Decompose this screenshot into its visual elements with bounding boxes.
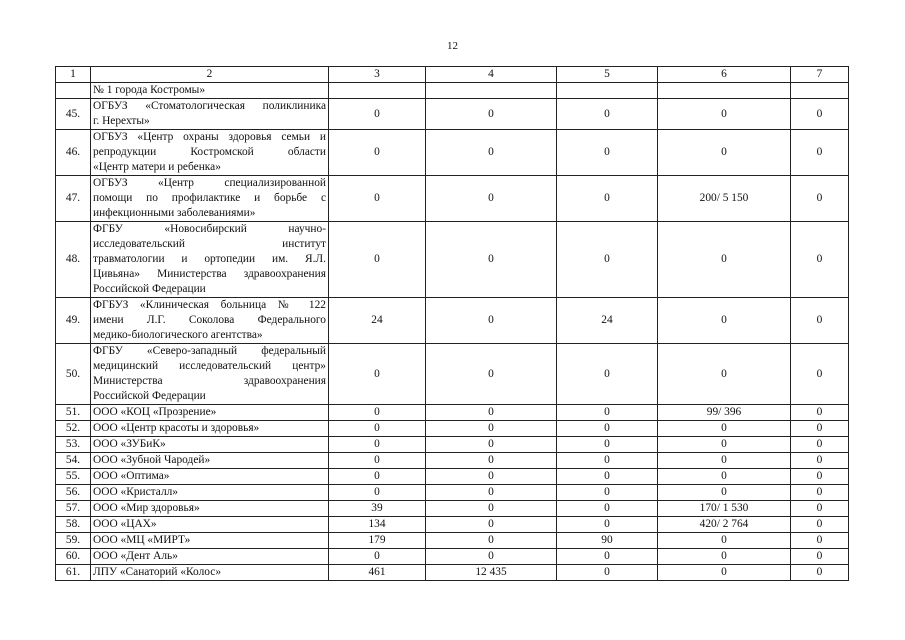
organization-line: ОГБУЗ «Центр охраны здоровья семьи и	[93, 131, 326, 143]
organization-line: ОГБУЗ «Центр специализированной	[93, 177, 326, 189]
value-cell: 0	[426, 222, 557, 298]
organization-line: травматологии и ортопедии им. Я.Л.	[93, 253, 326, 265]
value-cell	[329, 83, 426, 99]
value-cell: 90	[557, 533, 658, 549]
value-cell: 0	[557, 130, 658, 176]
table-row	[56, 565, 849, 581]
value-cell: 0	[426, 176, 557, 222]
value-cell: 0	[426, 501, 557, 517]
organization-line: ФГБУ «Новосибирский научно-	[93, 223, 326, 235]
organization-cell	[91, 533, 329, 549]
organization-line: ЛПУ «Санаторий «Колос»	[93, 566, 222, 578]
organization-line: ООО «Центр красоты и здоровья»	[93, 422, 260, 434]
organization-line: ООО «КОЦ «Прозрение»	[93, 406, 217, 418]
value-cell: 0	[329, 405, 426, 421]
organization-line: репродукции Костромской области	[93, 146, 326, 158]
organization-line: ООО «Дент Аль»	[93, 550, 178, 562]
value-cell: 0	[658, 344, 791, 405]
row-number-cell: 61.	[56, 565, 91, 581]
continuation-row	[56, 83, 849, 99]
organization-line: Цивьяна» Министерства здравоохранения	[93, 268, 326, 280]
value-cell: 0	[791, 533, 849, 549]
value-cell: 0	[426, 517, 557, 533]
value-cell: 0	[658, 485, 791, 501]
organization-line: Российской Федерации	[93, 283, 206, 295]
value-cell: 0	[791, 176, 849, 222]
value-cell: 0	[791, 130, 849, 176]
table-row	[56, 405, 849, 421]
header-cell: 6	[658, 67, 791, 83]
row-number-cell: 55.	[56, 469, 91, 485]
value-cell: 24	[329, 298, 426, 344]
organization-cell	[91, 222, 329, 298]
organization-cell	[91, 453, 329, 469]
value-cell: 0	[329, 453, 426, 469]
organization-cell	[91, 298, 329, 344]
value-cell: 0	[557, 176, 658, 222]
table-row	[56, 533, 849, 549]
value-cell: 0	[557, 99, 658, 130]
value-cell: 0	[791, 565, 849, 581]
value-cell: 0	[557, 453, 658, 469]
organization-cell	[91, 501, 329, 517]
organization-line: «Центр матери и ребенка»	[93, 161, 221, 173]
organization-line: имени Л.Г. Соколова Федерального	[93, 314, 326, 326]
value-cell: 0	[426, 421, 557, 437]
row-number-cell: 56.	[56, 485, 91, 501]
value-cell: 39	[329, 501, 426, 517]
organization-line: ООО «МЦ «МИРТ»	[93, 534, 191, 546]
value-cell: 0	[791, 99, 849, 130]
organization-line: Российской Федерации	[93, 390, 206, 402]
value-cell: 0	[329, 176, 426, 222]
value-cell: 0	[557, 549, 658, 565]
value-cell	[658, 83, 791, 99]
value-cell: 0	[329, 437, 426, 453]
value-cell	[426, 83, 557, 99]
value-cell: 0	[426, 405, 557, 421]
value-cell: 0	[658, 298, 791, 344]
value-cell: 0	[791, 421, 849, 437]
value-cell: 0	[658, 533, 791, 549]
value-cell: 0	[557, 405, 658, 421]
row-number-cell: 48.	[56, 222, 91, 298]
value-cell: 0	[557, 501, 658, 517]
row-number-cell: 47.	[56, 176, 91, 222]
header-cell: 2	[91, 67, 329, 83]
organization-line: г. Нерехты»	[93, 115, 150, 127]
value-cell: 0	[426, 437, 557, 453]
row-number-cell: 49.	[56, 298, 91, 344]
organization-line: ООО «ЗУБиК»	[93, 438, 166, 450]
organization-line: Министерства здравоохранения	[93, 375, 326, 387]
table-row	[56, 298, 849, 344]
table-row	[56, 453, 849, 469]
value-cell: 0	[329, 99, 426, 130]
organization-cell	[91, 130, 329, 176]
value-cell: 0	[557, 517, 658, 533]
value-cell: 0	[658, 453, 791, 469]
organization-line: инфекционными заболеваниями»	[93, 207, 256, 219]
organization-cell: № 1 города Костромы»	[91, 83, 329, 99]
value-cell: 12 435	[426, 565, 557, 581]
value-cell: 0	[557, 344, 658, 405]
value-cell	[557, 83, 658, 99]
table-row	[56, 99, 849, 130]
table-row	[56, 501, 849, 517]
header-cell: 4	[426, 67, 557, 83]
value-cell: 0	[557, 485, 658, 501]
organization-line: ФГБУ «Северо-западный федеральный	[93, 345, 326, 357]
table-row	[56, 344, 849, 405]
header-cell: 1	[56, 67, 91, 83]
value-cell: 0	[791, 469, 849, 485]
organization-cell	[91, 469, 329, 485]
value-cell: 0	[791, 501, 849, 517]
row-number-cell: 54.	[56, 453, 91, 469]
organization-cell	[91, 344, 329, 405]
value-cell: 179	[329, 533, 426, 549]
value-cell: 24	[557, 298, 658, 344]
table-row	[56, 130, 849, 176]
organization-cell	[91, 405, 329, 421]
organization-cell	[91, 549, 329, 565]
row-number-cell: 51.	[56, 405, 91, 421]
value-cell: 0	[426, 99, 557, 130]
value-cell: 0	[329, 222, 426, 298]
value-cell: 0	[658, 565, 791, 581]
organization-cell	[91, 421, 329, 437]
organization-line: исследовательский институт	[93, 238, 326, 250]
organization-line: ООО «Мир здоровья»	[93, 502, 200, 514]
organization-cell	[91, 565, 329, 581]
value-cell: 200/ 5 150	[658, 176, 791, 222]
organization-line: ООО «Кристалл»	[93, 486, 179, 498]
organization-line: медико-биологического агентства»	[93, 329, 263, 341]
value-cell: 0	[557, 222, 658, 298]
row-number-cell: 59.	[56, 533, 91, 549]
value-cell: 0	[329, 130, 426, 176]
table-body	[56, 67, 849, 581]
row-number-cell: 60.	[56, 549, 91, 565]
value-cell: 0	[329, 485, 426, 501]
organization-line: ООО «Оптима»	[93, 470, 170, 482]
value-cell: 0	[791, 453, 849, 469]
organization-line: ООО «ЦАХ»	[93, 518, 157, 530]
table-row	[56, 469, 849, 485]
value-cell: 0	[791, 437, 849, 453]
table-row	[56, 549, 849, 565]
row-number-cell: 50.	[56, 344, 91, 405]
value-cell: 0	[426, 533, 557, 549]
value-cell: 0	[329, 344, 426, 405]
value-cell: 0	[426, 453, 557, 469]
value-cell: 0	[426, 130, 557, 176]
value-cell: 0	[426, 549, 557, 565]
value-cell: 461	[329, 565, 426, 581]
table-row	[56, 421, 849, 437]
organization-line: медицинский исследовательский центр»	[93, 360, 326, 372]
value-cell: 0	[329, 421, 426, 437]
table-row	[56, 176, 849, 222]
organization-cell	[91, 517, 329, 533]
header-cell: 7	[791, 67, 849, 83]
value-cell: 134	[329, 517, 426, 533]
value-cell: 99/ 396	[658, 405, 791, 421]
value-cell: 0	[426, 298, 557, 344]
row-number-cell: 52.	[56, 421, 91, 437]
value-cell: 0	[658, 99, 791, 130]
value-cell: 0	[329, 469, 426, 485]
row-number-cell	[56, 83, 91, 99]
row-number-cell: 58.	[56, 517, 91, 533]
value-cell: 0	[557, 469, 658, 485]
value-cell: 0	[791, 344, 849, 405]
value-cell: 0	[426, 344, 557, 405]
value-cell: 0	[557, 437, 658, 453]
value-cell: 0	[791, 405, 849, 421]
row-number-cell: 45.	[56, 99, 91, 130]
value-cell: 0	[791, 298, 849, 344]
value-cell: 0	[658, 222, 791, 298]
value-cell: 0	[658, 437, 791, 453]
page-number: 12	[447, 40, 458, 52]
organization-line: помощи по профилактике и борьбе с	[93, 192, 326, 204]
value-cell: 0	[658, 130, 791, 176]
value-cell	[791, 83, 849, 99]
value-cell: 0	[658, 421, 791, 437]
value-cell: 0	[658, 469, 791, 485]
value-cell: 0	[557, 565, 658, 581]
value-cell: 0	[329, 549, 426, 565]
value-cell: 0	[791, 485, 849, 501]
header-cell: 5	[557, 67, 658, 83]
header-row	[56, 67, 849, 83]
table-row	[56, 437, 849, 453]
data-table	[55, 66, 849, 581]
header-cell: 3	[329, 67, 426, 83]
value-cell: 0	[426, 485, 557, 501]
row-number-cell: 46.	[56, 130, 91, 176]
organization-cell	[91, 99, 329, 130]
organization-cell	[91, 485, 329, 501]
organization-cell	[91, 437, 329, 453]
value-cell: 170/ 1 530	[658, 501, 791, 517]
value-cell: 0	[791, 517, 849, 533]
organization-line: ФГБУЗ «Клиническая больница № 122	[93, 299, 326, 311]
table-row	[56, 517, 849, 533]
row-number-cell: 57.	[56, 501, 91, 517]
organization-line: ООО «Зубной Чародей»	[93, 454, 211, 466]
value-cell: 0	[658, 549, 791, 565]
row-number-cell: 53.	[56, 437, 91, 453]
table-row	[56, 485, 849, 501]
value-cell: 0	[426, 469, 557, 485]
value-cell: 0	[791, 222, 849, 298]
table-row	[56, 222, 849, 298]
value-cell: 0	[791, 549, 849, 565]
organization-line: ОГБУЗ «Стоматологическая поликлиника	[93, 100, 326, 112]
organization-cell	[91, 176, 329, 222]
value-cell: 0	[557, 421, 658, 437]
value-cell: 420/ 2 764	[658, 517, 791, 533]
